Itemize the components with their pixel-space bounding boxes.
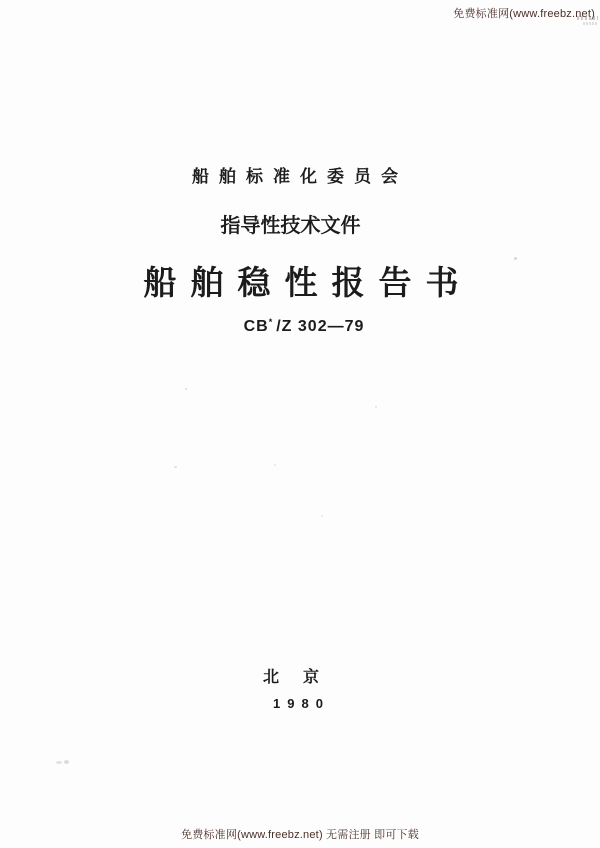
scan-speck (185, 388, 187, 390)
scan-edge-artifact (583, 22, 597, 25)
standard-number (8, 318, 600, 335)
scan-speck (274, 464, 276, 466)
committee-name: 船舶标准化委员会 (192, 167, 408, 186)
scan-speck (174, 466, 177, 468)
scan-speck (514, 257, 517, 260)
scan-speck (64, 760, 69, 764)
document-title: 船舶稳性报告书 (143, 264, 473, 301)
scan-speck (56, 761, 62, 764)
document-type-heading: 指导性技术文件 (220, 215, 361, 237)
watermark-top: 免费标准网(www.freebz.net) (453, 8, 595, 20)
publication-year: 1980 (273, 696, 330, 711)
standard-number-prefix: CB (243, 318, 269, 335)
scan-speck (375, 406, 377, 408)
scan-edge-artifact (577, 16, 598, 20)
watermark-bottom: 免费标准网(www.freebz.net) 无需注册 即可下载 (181, 829, 419, 841)
publication-city: 北京 (262, 669, 343, 686)
scan-speck (321, 515, 323, 517)
standard-number-rest: /Z 302—79 (276, 318, 365, 335)
standard-number-superscript: * (268, 317, 274, 327)
